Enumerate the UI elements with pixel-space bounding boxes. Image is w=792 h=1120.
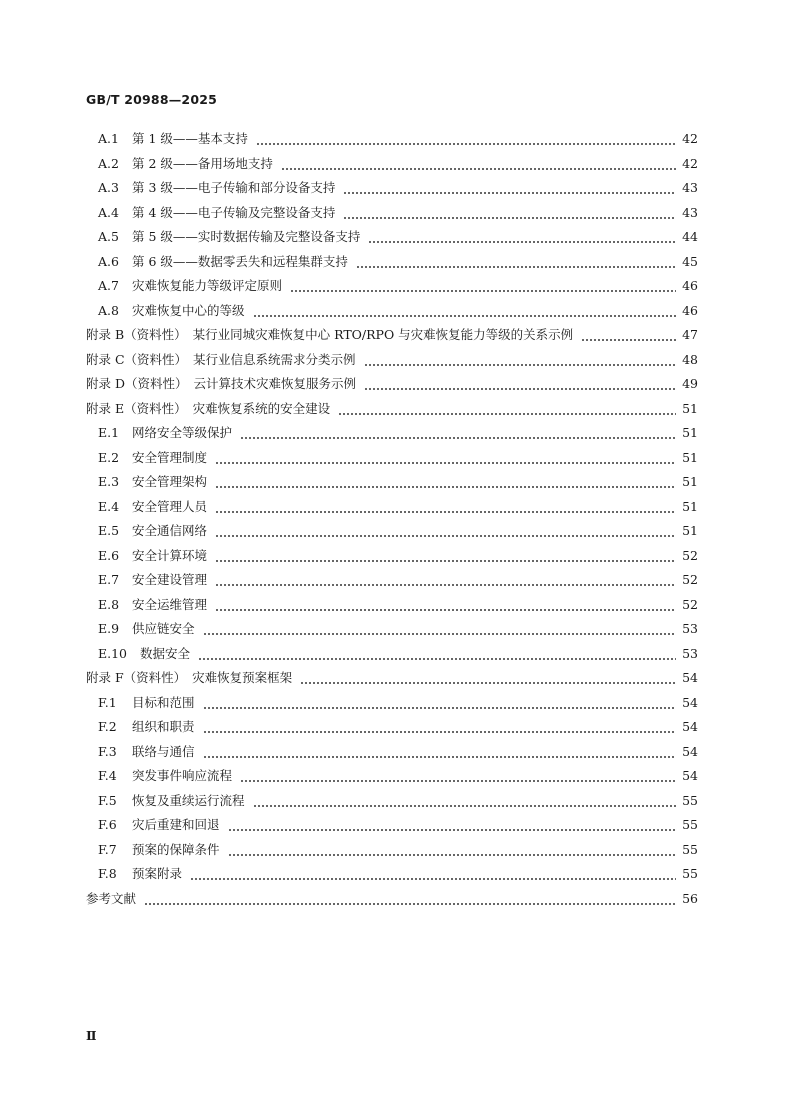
toc-entry-title: 安全计算环境 [132,547,208,563]
toc-entry-page: 52 [682,572,698,587]
toc-entry[interactable] [86,642,698,667]
toc-entry[interactable] [86,691,698,716]
dot-leader [198,642,676,667]
toc-entry[interactable] [86,838,698,863]
toc-entry[interactable] [86,519,698,544]
toc-entry[interactable] [86,299,698,324]
toc-entry-page: 42 [682,155,698,171]
toc-appendix-label: 附录 D（资料性） [86,376,188,391]
dot-leader [364,348,676,373]
toc-entry-page: 46 [682,302,698,318]
toc-entry[interactable] [86,789,698,814]
toc-entry[interactable] [86,250,698,275]
toc-entry-number: E.9 [98,621,120,636]
toc-entry-number: E.3 [98,474,120,489]
toc-entry-number: E.1 [98,425,120,440]
toc-entry[interactable] [86,372,698,397]
toc-entry-title: 安全通信网络 [132,523,208,538]
toc-entry-page: 46 [682,278,698,293]
toc-entry-title: 灾难恢复中心的等级 [132,302,245,318]
toc-entry[interactable] [86,887,698,912]
toc-entry-number: E.5 [98,523,120,538]
toc-entry-number: A.6 [98,253,119,269]
toc-entry-page: 51 [682,425,698,440]
toc-entry-page: 53 [682,645,698,661]
toc-entry-page: 51 [682,400,698,416]
toc-entry-page: 43 [682,180,698,195]
toc-entry-page: 53 [682,621,698,636]
toc-entry-page: 49 [682,376,698,391]
toc-entry-title: 安全管理人员 [132,498,208,514]
dot-leader [253,299,676,324]
dot-leader [356,250,676,275]
dot-leader [203,691,676,716]
toc-entry-number: F.7 [98,841,117,857]
toc-entry-title: 安全管理制度 [132,449,208,465]
toc-entry[interactable] [86,544,698,569]
toc-entry[interactable] [86,593,698,618]
toc-entry-title: 第 5 级——实时数据传输及完整设备支持 [132,229,361,244]
toc-entry-page: 55 [682,792,698,808]
toc-entry[interactable] [86,274,698,299]
dot-leader [215,593,676,618]
toc-entry-number: A.1 [98,131,119,146]
dot-leader [240,421,676,446]
toc-entry-page: 47 [682,327,698,342]
toc-entry[interactable] [86,421,698,446]
toc-entry-page: 51 [682,449,698,465]
toc-entry-page: 55 [682,841,698,857]
toc-entry-page: 45 [682,253,698,269]
dot-leader [256,127,676,152]
toc-entry-title: 组织和职责 [132,719,195,734]
dot-leader [215,470,676,495]
toc-entry-page: 56 [682,890,698,906]
dot-leader [300,666,676,691]
toc-entry-title: 联络与通信 [132,743,195,759]
toc-entry-title: 安全运维管理 [132,596,208,612]
toc-entry-title: 第 4 级——电子传输及完整设备支持 [132,204,336,220]
toc-entry[interactable] [86,813,698,838]
toc-entry-number: E.8 [98,596,120,612]
toc-appendix-label: 附录 E（资料性） [86,400,187,416]
toc-entry-page: 54 [682,670,698,685]
toc-entry-number: F.5 [98,792,117,808]
toc-entry[interactable] [86,201,698,226]
dot-leader [215,495,676,520]
toc-entry-page: 54 [682,768,698,783]
toc-entry[interactable] [86,397,698,422]
dot-leader [228,838,676,863]
dot-leader [144,887,676,912]
toc-entry-title: 网络安全等级保护 [132,425,233,440]
toc-entry[interactable] [86,176,698,201]
toc-entry-title: 云计算技术灾难恢复服务示例 [193,376,357,391]
toc-entry-title: 灾后重建和回退 [132,817,220,832]
dot-leader [203,740,676,765]
dot-leader [253,789,676,814]
toc-entry-number: A.5 [98,229,119,244]
toc-entry-page: 52 [682,547,698,563]
toc-entry-title: 目标和范围 [132,694,195,710]
toc-entry[interactable] [86,666,698,691]
toc-entry[interactable] [86,862,698,887]
toc-entry-number: A.8 [98,302,119,318]
toc-entry-title: 恢复及重续运行流程 [132,792,245,808]
dot-leader [215,568,676,593]
toc-entry-number: F.3 [98,743,117,759]
dot-leader [203,617,676,642]
toc-entry-number: A.3 [98,180,119,195]
dot-leader [581,323,676,348]
toc-entry-title: 预案附录 [132,866,183,881]
toc-entry-number: E.10 [98,645,128,661]
toc-entry-page: 43 [682,204,698,220]
toc-entry-page: 54 [682,719,698,734]
toc-entry-number: F.1 [98,694,117,710]
toc-entry-page: 54 [682,694,698,710]
dot-leader [190,862,676,887]
table-of-contents [86,127,698,911]
toc-appendix-label: 附录 B（资料性） [86,327,187,342]
toc-entry[interactable] [86,446,698,471]
toc-entry-title: 第 3 级——电子传输和部分设备支持 [132,180,336,195]
toc-entry-title: 数据安全 [140,645,191,661]
toc-entry-title: 灾难恢复能力等级评定原则 [132,278,283,293]
toc-entry-number: E.6 [98,547,120,563]
toc-entry-number: F.6 [98,817,117,832]
toc-entry[interactable] [86,617,698,642]
toc-entry[interactable] [86,323,698,348]
dot-leader [368,225,676,250]
toc-entry-number: F.8 [98,866,117,881]
dot-leader [203,715,676,740]
toc-entry-title: 某行业同城灾难恢复中心 RTO/RPO 与灾难恢复能力等级的关系示例 [192,327,574,342]
toc-entry-page: 48 [682,351,698,367]
toc-entry-title: 灾难恢复系统的安全建设 [192,400,331,416]
dot-leader [343,201,676,226]
toc-entry-page: 51 [682,498,698,514]
toc-entry-title: 某行业信息系统需求分类示例 [193,351,356,367]
toc-entry-page: 55 [682,866,698,881]
toc-entry[interactable] [86,348,698,373]
toc-appendix-label: 附录 C（资料性） [86,351,188,367]
toc-entry-number: E.7 [98,572,120,587]
dot-leader [343,176,676,201]
toc-entry-page: 52 [682,596,698,612]
toc-entry[interactable] [86,470,698,495]
standard-code: GB/T 20988—2025 [86,92,218,107]
dot-leader [215,446,676,471]
toc-entry-number: A.7 [98,278,119,293]
toc-entry-page: 55 [682,817,698,832]
toc-entry-title: 第 1 级——基本支持 [132,131,248,146]
toc-entry[interactable] [86,740,698,765]
toc-entry[interactable] [86,152,698,177]
toc-entry[interactable] [86,568,698,593]
toc-entry-number: A.4 [98,204,119,220]
toc-entry-page: 51 [682,523,698,538]
toc-entry-title: 预案的保障条件 [132,841,220,857]
toc-entry-title: 安全建设管理 [132,572,208,587]
toc-entry[interactable] [86,225,698,250]
toc-entry-number: F.2 [98,719,117,734]
dot-leader [364,372,676,397]
toc-entry-title: 第 6 级——数据零丢失和远程集群支持 [132,253,348,269]
dot-leader [215,519,676,544]
toc-entry-title: 参考文献 [86,890,137,906]
toc-entry[interactable] [86,127,698,152]
dot-leader [215,544,676,569]
dot-leader [281,152,676,177]
toc-entry-number: E.2 [98,449,120,465]
dot-leader [338,397,676,422]
toc-appendix-label: 附录 F（资料性） [86,670,187,685]
toc-entry-number: E.4 [98,498,120,514]
toc-entry-page: 44 [682,229,698,244]
dot-leader [290,274,676,299]
dot-leader [240,764,676,789]
toc-entry-page: 54 [682,743,698,759]
toc-entry-title: 突发事件响应流程 [132,768,233,783]
toc-entry-number: F.4 [98,768,117,783]
page-number: Ⅱ [86,1028,97,1043]
toc-entry-page: 42 [682,131,698,146]
toc-entry-title: 第 2 级——备用场地支持 [132,155,273,171]
toc-entry-page: 51 [682,474,698,489]
toc-entry-title: 供应链安全 [132,621,195,636]
toc-entry-number: A.2 [98,155,119,171]
toc-entry-title: 灾难恢复预案框架 [192,670,293,685]
toc-entry[interactable] [86,715,698,740]
toc-entry[interactable] [86,495,698,520]
toc-entry[interactable] [86,764,698,789]
dot-leader [228,813,676,838]
toc-entry-title: 安全管理架构 [132,474,208,489]
